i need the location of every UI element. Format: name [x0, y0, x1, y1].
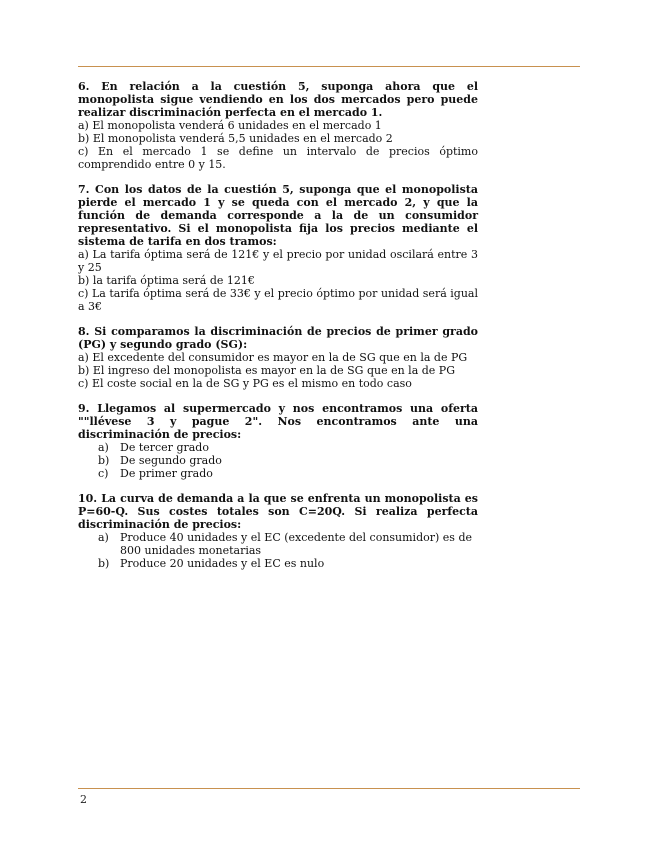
- option-letter: b): [98, 557, 110, 570]
- answer-option: c) En el mercado 1 se define un intervalo de precios óptimo comprendido entre 0 y 15.: [78, 145, 478, 171]
- question-10: [78, 492, 478, 570]
- question-stem: 8. Si comparamos la discriminación de precios de primer grado (PG) y segundo grado (SG):: [78, 325, 478, 351]
- option-text: Produce 40 unidades y el EC (excedente del consumidor) es de 800 unidades monetarias: [120, 531, 472, 557]
- header-rule: [78, 66, 580, 67]
- option-text: Produce 20 unidades y el EC es nulo: [120, 557, 325, 570]
- option-text: De tercer grado: [120, 441, 209, 454]
- page-number: 2: [80, 793, 87, 806]
- answer-option: [98, 557, 478, 570]
- answer-option: c) El coste social en la de SG y PG es el mismo en todo caso: [78, 377, 412, 390]
- footer-rule: [78, 788, 580, 789]
- question-8: [78, 325, 478, 390]
- questions-content: [78, 80, 478, 582]
- answer-option: [98, 441, 478, 454]
- option-letter: c): [98, 467, 109, 480]
- answer-option: a) El monopolista venderá 6 unidades en el mercado 1: [78, 119, 382, 132]
- question-stem: 6. En relación a la cuestión 5, suponga ahora que el monopolista sigue vendiendo en los dos mercados pero puede realizar discriminación perfecta en el mercado 1.: [78, 80, 478, 119]
- answer-list: [78, 531, 478, 570]
- option-text: De primer grado: [120, 467, 213, 480]
- option-letter: b): [98, 454, 110, 467]
- option-text: De segundo grado: [120, 454, 222, 467]
- answer-option: [98, 467, 478, 480]
- answer-option: c) La tarifa óptima será de 33€ y el precio óptimo por unidad será igual a 3€: [78, 287, 478, 313]
- answer-option: [98, 454, 478, 467]
- question-7: [78, 183, 478, 313]
- answer-option: b) la tarifa óptima será de 121€: [78, 274, 255, 287]
- option-letter: a): [98, 531, 109, 544]
- answer-option: a) El excedente del consumidor es mayor en la de SG que en la de PG: [78, 351, 468, 364]
- answer-option: [98, 531, 478, 557]
- question-6: [78, 80, 478, 171]
- question-stem: 9. Llegamos al supermercado y nos encontramos una oferta ""llévese 3 y pague 2". Nos encontramos ante una discriminación de precios:: [78, 402, 478, 441]
- answer-option: a) La tarifa óptima será de 121€ y el precio por unidad oscilará entre 3 y 25: [78, 248, 478, 274]
- answer-list: [78, 441, 478, 480]
- answer-option: b) El monopolista venderá 5,5 unidades en el mercado 2: [78, 132, 393, 145]
- question-9: [78, 402, 478, 480]
- question-stem: 7. Con los datos de la cuestión 5, suponga que el monopolista pierde el mercado 1 y se queda con el mercado 2, y que la función de demanda corresponde a la de un consumidor representativo. Si el monopolista fija los precios mediante el sistema de tarifa en dos tramos:: [78, 183, 478, 248]
- question-stem: 10. La curva de demanda a la que se enfrenta un monopolista es P=60-Q. Sus costes totales son C=20Q. Si realiza perfecta discriminación de precios:: [78, 492, 478, 531]
- answer-option: b) El ingreso del monopolista es mayor en la de SG que en la de PG: [78, 364, 455, 377]
- option-letter: a): [98, 441, 109, 454]
